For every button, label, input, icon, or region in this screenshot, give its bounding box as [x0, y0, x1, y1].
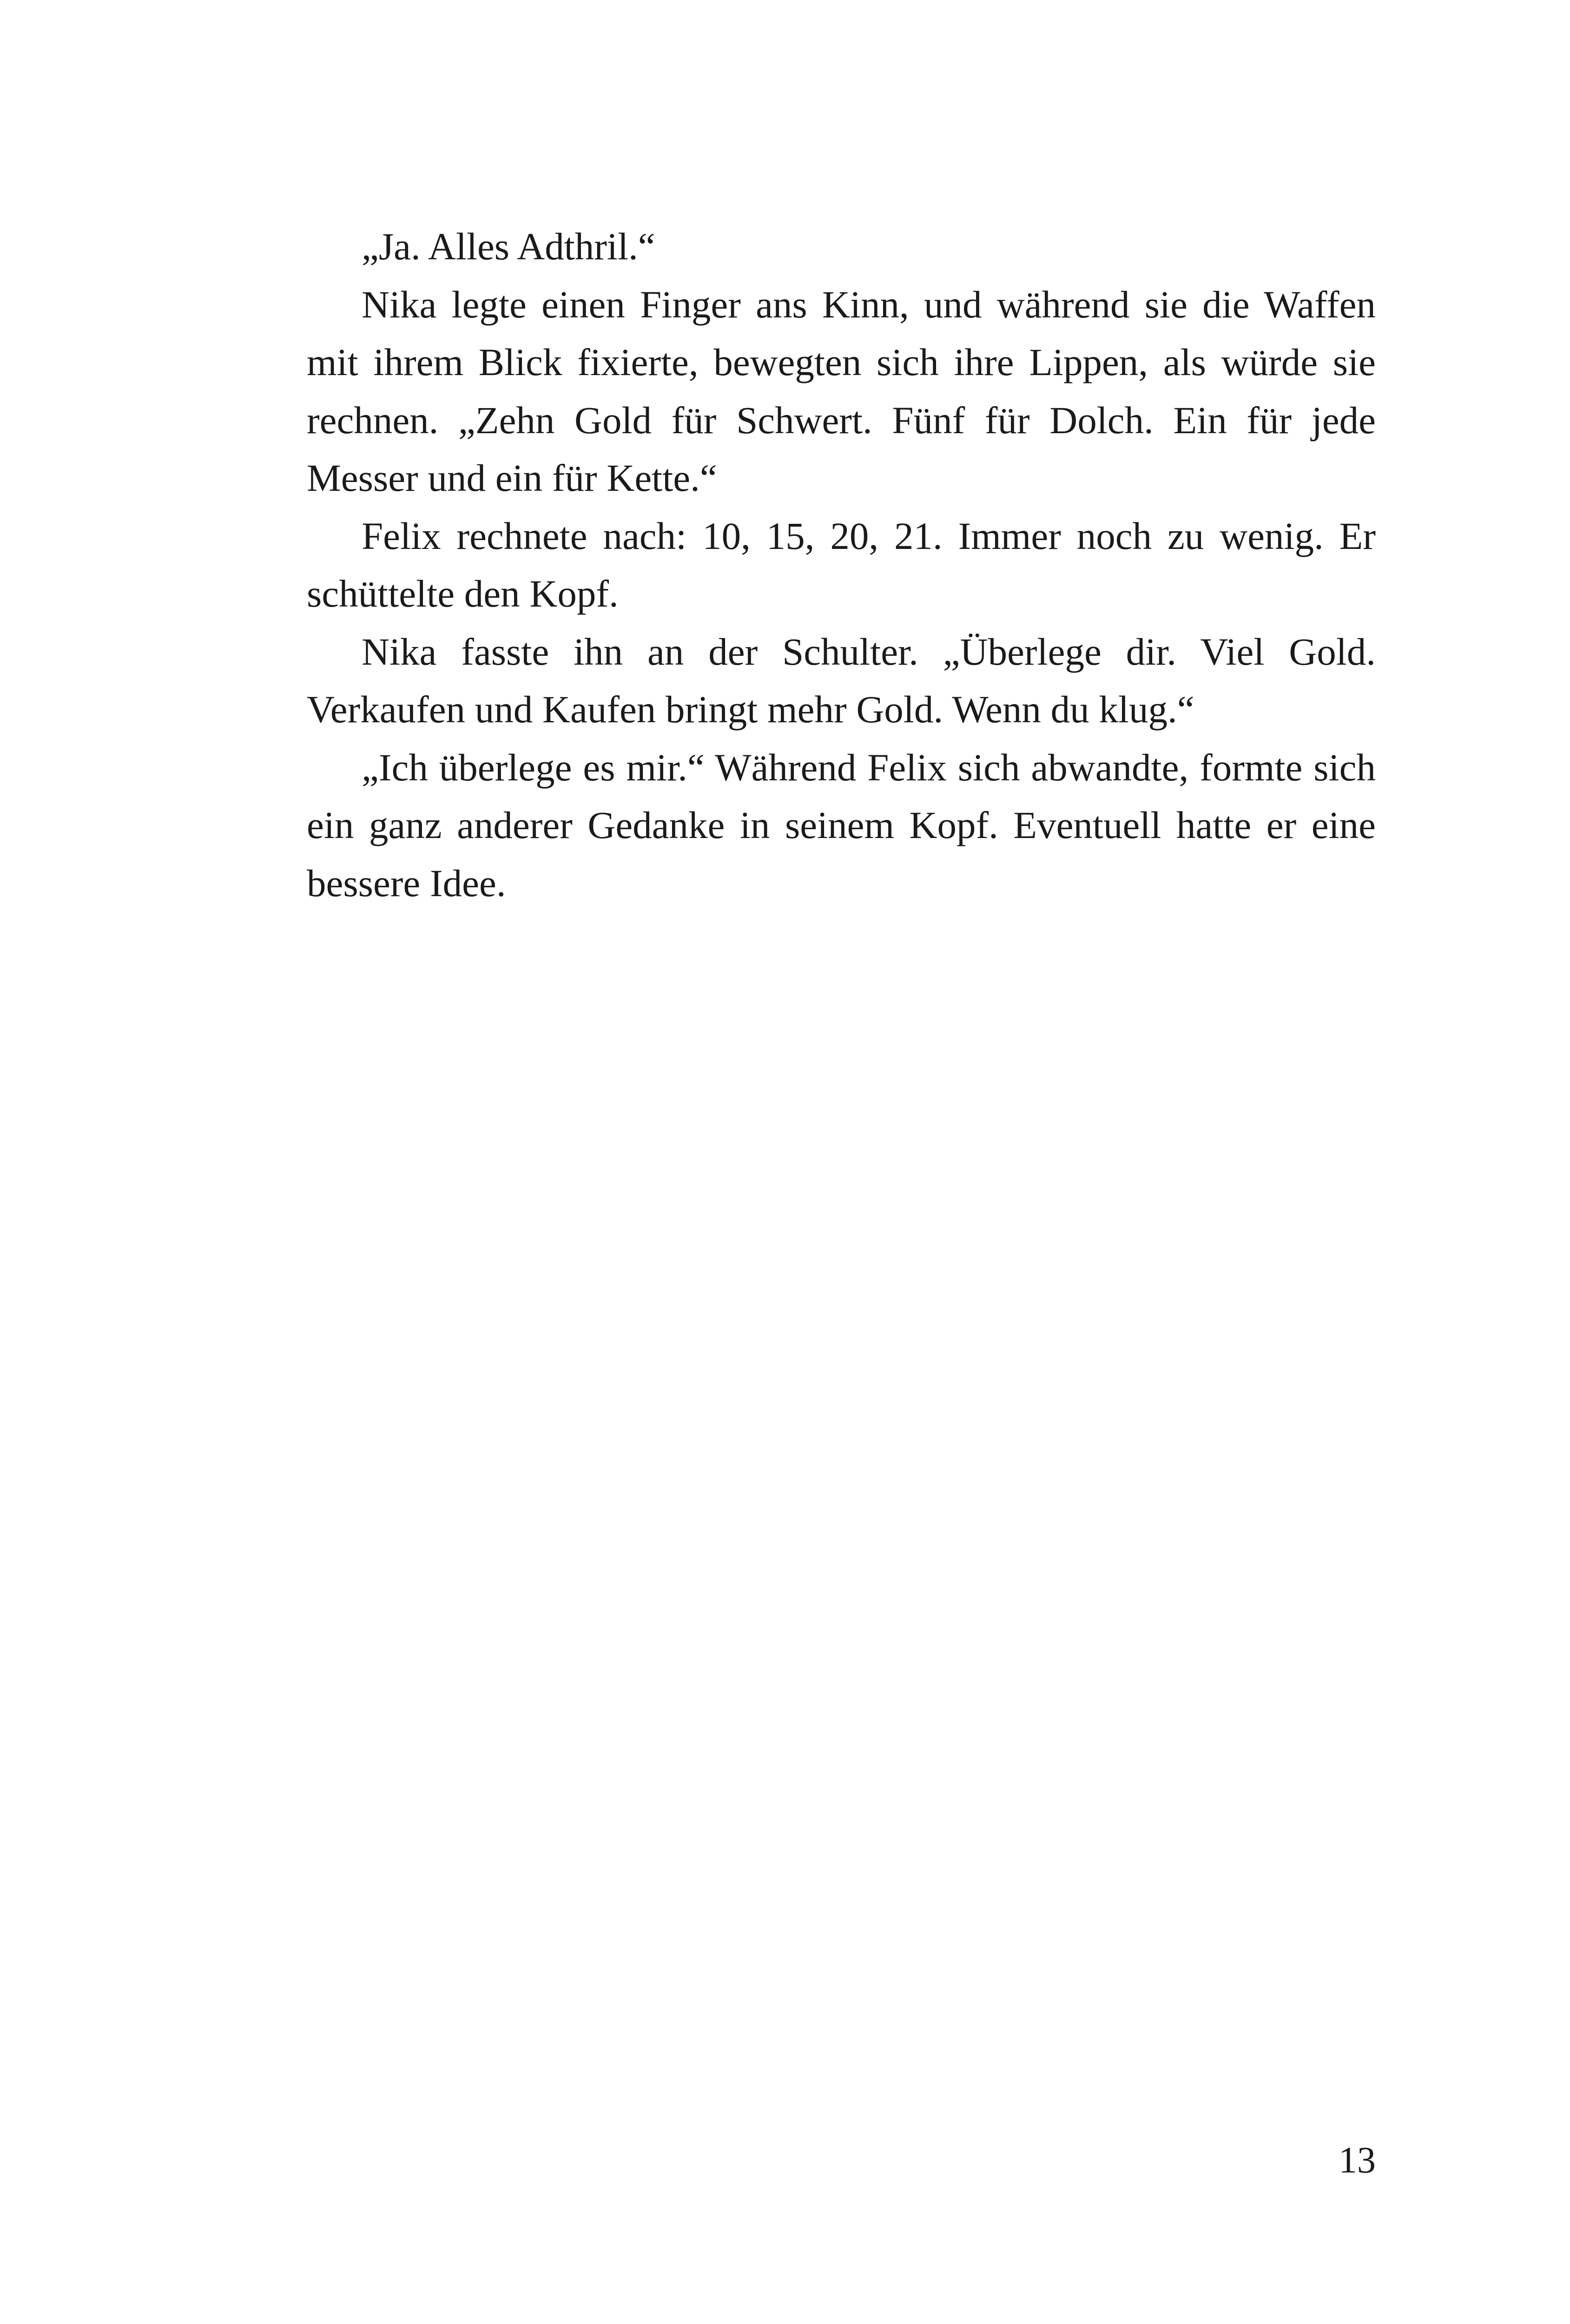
paragraph-2: Nika legte einen Finger ans Kinn, und während sie die Waffen mit ihrem Blick fixierte, bewegten sich ihre Lippen, als würde sie rechnen. „Zehn Gold für Schwert. Fünf für Dolch. Ein für jede Messer und ein für Kette.“ — [307, 283, 1376, 499]
page-number: 13 — [1339, 2140, 1376, 2181]
paragraph-4: Nika fasste ihn an der Schulter. „Überlege dir. Viel Gold. Verkaufen und Kaufen bringt mehr Gold. Wenn du klug.“ — [307, 630, 1376, 731]
paragraph-3: Felix rechnete nach: 10, 15, 20, 21. Immer noch zu wenig. Er schüttelte den Kopf. — [307, 514, 1376, 615]
paragraph-5: „Ich überlege es mir.“ Während Felix sich abwandte, formte sich ein ganz anderer Gedanke in seinem Kopf. Eventuell hatte er eine bessere Idee. — [307, 746, 1376, 905]
paragraph-1: „Ja. Alles Adthril.“ — [362, 225, 655, 268]
body-text — [307, 218, 1376, 912]
